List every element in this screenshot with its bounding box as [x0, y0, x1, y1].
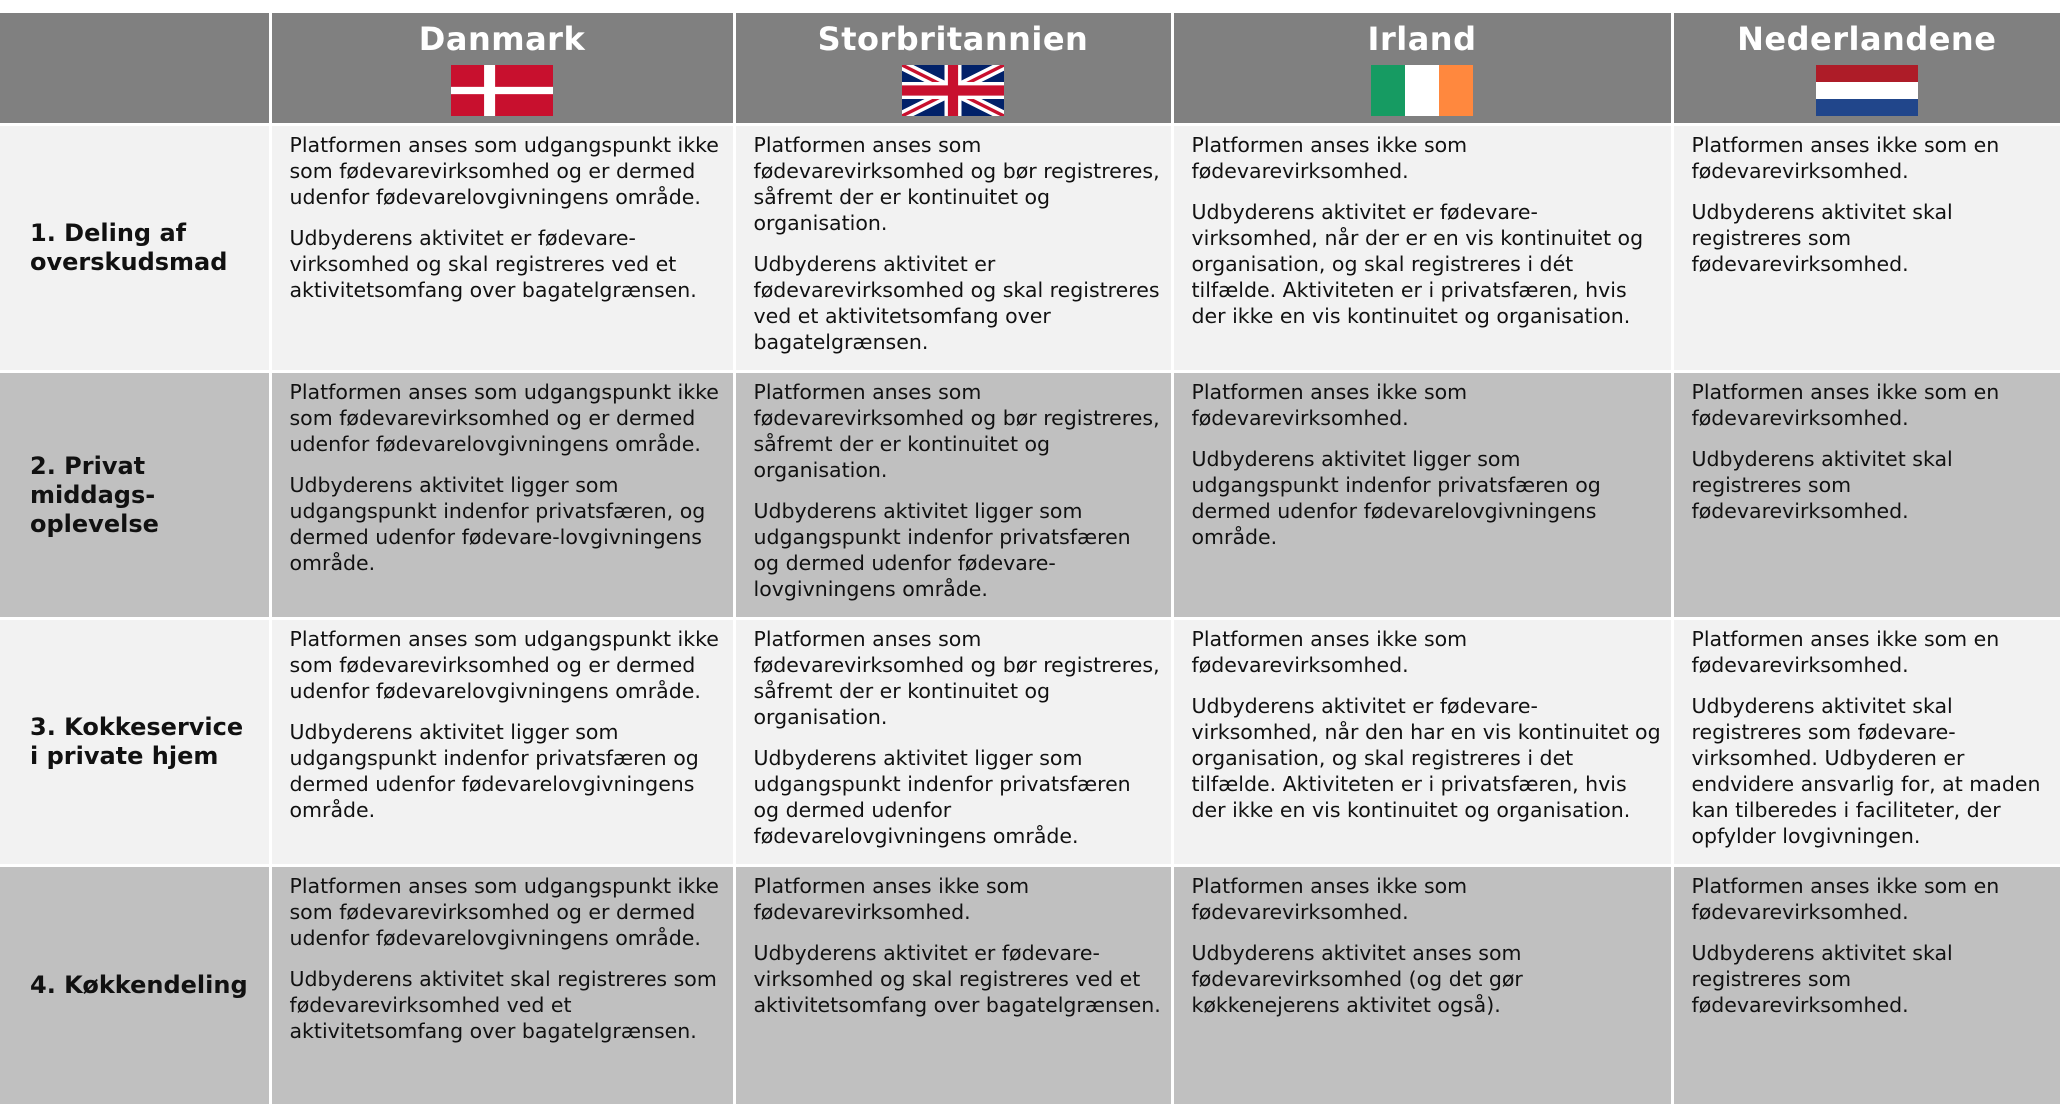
- row-label-line: middags-: [30, 481, 269, 510]
- row-header: [0, 372, 270, 619]
- country-name: Storbritannien: [736, 13, 1171, 55]
- table-cell: [1672, 125, 2060, 372]
- row-header: [0, 866, 270, 1106]
- column-header-nederlandene: [1672, 12, 2060, 125]
- row-label-line: 2. Privat: [30, 452, 269, 481]
- cell-paragraph: Udbyderens aktivitet er fødevare-virksomhed, når der er en vis kontinuitet og organisation, og skal registreres i dét tilfælde. Aktiviteten er i privatsfæren, hvis der ikke en vis kontinuitet og organisation.: [1192, 199, 1663, 329]
- cell-paragraph: Platformen anses ikke som fødevarevirksomhed.: [754, 873, 1163, 925]
- table-cell: [1172, 866, 1672, 1106]
- cell-paragraph: Udbyderens aktivitet ligger som udgangspunkt indenfor privatsfæren, og dermed udenfor fødevare-lovgivningens område.: [290, 472, 725, 576]
- country-name: Danmark: [272, 13, 733, 55]
- cell-paragraph: Udbyderens aktivitet er fødevare-virksomhed og skal registreres ved et aktivitetsomfang over bagatelgrænsen.: [754, 940, 1163, 1018]
- cell-paragraph: Udbyderens aktivitet skal registreres som fødevarevirksomhed.: [1692, 940, 2053, 1018]
- table-cell: [1672, 372, 2060, 619]
- cell-paragraph: Udbyderens aktivitet er fødevarevirksomhed og skal registreres ved et aktivitetsomfang over bagatelgrænsen.: [754, 251, 1163, 355]
- table-cell: [1672, 619, 2060, 866]
- corner-cell: [0, 12, 270, 125]
- column-header-danmark: [270, 12, 734, 125]
- table-cell: [1172, 619, 1672, 866]
- cell-paragraph: Udbyderens aktivitet ligger som udgangspunkt indenfor privatsfæren og dermed udenfor fødevarelovgivningens område.: [1192, 446, 1663, 550]
- row-label-line: i private hjem: [30, 742, 269, 771]
- cell-paragraph: Udbyderens aktivitet er fødevare-virksomhed og skal registreres ved et aktivitetsomfang over bagatelgrænsen.: [290, 225, 725, 303]
- column-header-storbritannien: [734, 12, 1172, 125]
- row-label-line: 4. Køkkendeling: [30, 971, 269, 1000]
- cell-paragraph: Platformen anses ikke som en fødevarevirksomhed.: [1692, 379, 2053, 431]
- table-cell: [734, 866, 1172, 1106]
- table-cell: [270, 619, 734, 866]
- cell-paragraph: Platformen anses ikke som fødevarevirksomhed.: [1192, 379, 1663, 431]
- cell-paragraph: Udbyderens aktivitet ligger som udgangspunkt indenfor privatsfæren og dermed udenfor fødevarelovgivningens område.: [290, 719, 725, 823]
- ireland-flag-icon: [1371, 65, 1473, 116]
- row-label-line: 1. Deling af: [30, 219, 269, 248]
- cell-paragraph: Udbyderens aktivitet skal registreres som fødevarevirksomhed ved et aktivitetsomfang over bagatelgrænsen.: [290, 966, 725, 1044]
- cell-paragraph: Platformen anses ikke som fødevarevirksomhed.: [1192, 626, 1663, 678]
- table-cell: [270, 866, 734, 1106]
- table-cell: [270, 372, 734, 619]
- cell-paragraph: Platformen anses ikke som fødevarevirksomhed.: [1192, 873, 1663, 925]
- country-name: Irland: [1174, 13, 1671, 55]
- column-header-irland: [1172, 12, 1672, 125]
- row-header: [0, 619, 270, 866]
- cell-paragraph: Udbyderens aktivitet ligger som udgangspunkt indenfor privatsfæren og dermed udenfor fødevarelovgivningens område.: [754, 745, 1163, 849]
- table-cell: [734, 125, 1172, 372]
- cell-paragraph: Platformen anses som udgangspunkt ikke som fødevarevirksomhed og er dermed udenfor fødevarelovgivningens område.: [290, 626, 725, 704]
- uk-flag-icon: [902, 65, 1004, 116]
- cell-paragraph: Platformen anses som fødevarevirksomhed og bør registreres, såfremt der er kontinuitet og organisation.: [754, 132, 1163, 236]
- table-row: [0, 866, 2060, 1106]
- denmark-flag-icon: [451, 65, 553, 116]
- cell-paragraph: Platformen anses ikke som en fødevarevirksomhed.: [1692, 873, 2053, 925]
- cell-paragraph: Udbyderens aktivitet ligger som udgangspunkt indenfor privatsfæren og dermed udenfor fødevare-lovgivningens område.: [754, 498, 1163, 602]
- cell-paragraph: Platformen anses som fødevarevirksomhed og bør registreres, såfremt der er kontinuitet og organisation.: [754, 626, 1163, 730]
- cell-paragraph: Platformen anses som udgangspunkt ikke som fødevarevirksomhed og er dermed udenfor fødevarelovgivningens område.: [290, 379, 725, 457]
- header-row: [0, 12, 2060, 125]
- cell-paragraph: Platformen anses som udgangspunkt ikke som fødevarevirksomhed og er dermed udenfor fødevarelovgivningens område.: [290, 873, 725, 951]
- cell-paragraph: Platformen anses ikke som en fødevarevirksomhed.: [1692, 626, 2053, 678]
- cell-paragraph: Udbyderens aktivitet er fødevare-virksomhed, når den har en vis kontinuitet og organisation, og skal registreres i det tilfælde. Aktiviteten er i privatsfæren, hvis der ikke en vis kontinuitet og organisation.: [1192, 693, 1663, 823]
- table-cell: [1172, 125, 1672, 372]
- country-name: Nederlandene: [1674, 13, 2060, 55]
- table-row: [0, 125, 2060, 372]
- netherlands-flag-icon: [1816, 65, 1918, 116]
- row-label-line: oplevelse: [30, 510, 269, 539]
- cell-paragraph: Platformen anses som udgangspunkt ikke som fødevarevirksomhed og er dermed udenfor fødevarelovgivningens område.: [290, 132, 725, 210]
- row-label-line: 3. Kokkeservice: [30, 713, 269, 742]
- cell-paragraph: Udbyderens aktivitet anses som fødevarevirksomhed (og det gør køkkenejerens aktivitet også).: [1192, 940, 1663, 1018]
- table-row: [0, 619, 2060, 866]
- cell-paragraph: Platformen anses ikke som en fødevarevirksomhed.: [1692, 132, 2053, 184]
- table-row: [0, 372, 2060, 619]
- table-cell: [270, 125, 734, 372]
- cell-paragraph: Udbyderens aktivitet skal registreres som fødevare-virksomhed. Udbyderen er endvidere ansvarlig for, at maden kan tilberedes i faciliteter, der opfylder lovgivningen.: [1692, 693, 2053, 849]
- table-cell: [734, 372, 1172, 619]
- table-cell: [734, 619, 1172, 866]
- row-header: [0, 125, 270, 372]
- cell-paragraph: Udbyderens aktivitet skal registreres som fødevarevirksomhed.: [1692, 199, 2053, 277]
- table-cell: [1172, 372, 1672, 619]
- table-cell: [1672, 866, 2060, 1106]
- row-label-line: overskudsmad: [30, 248, 269, 277]
- comparison-table: [0, 10, 2060, 1107]
- cell-paragraph: Udbyderens aktivitet skal registreres som fødevarevirksomhed.: [1692, 446, 2053, 524]
- cell-paragraph: Platformen anses ikke som fødevarevirksomhed.: [1192, 132, 1663, 184]
- cell-paragraph: Platformen anses som fødevarevirksomhed og bør registreres, såfremt der er kontinuitet og organisation.: [754, 379, 1163, 483]
